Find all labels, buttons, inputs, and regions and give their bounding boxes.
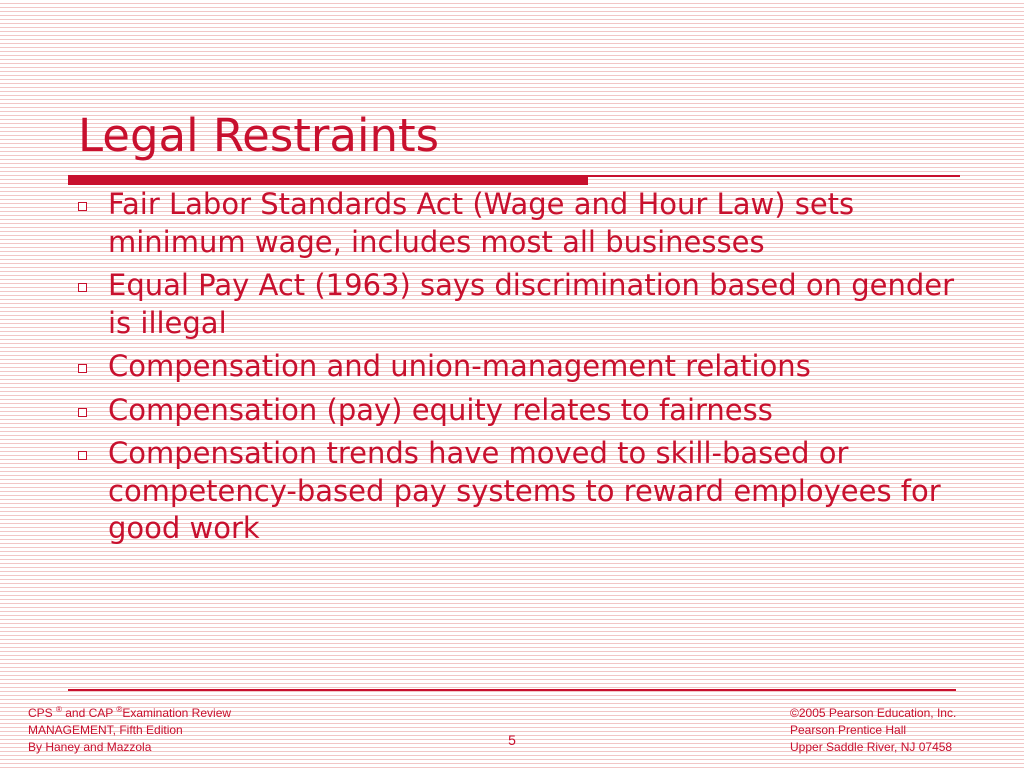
bullet-text: Compensation (pay) equity relates to fairness (108, 392, 773, 427)
bullet-text: Fair Labor Standards Act (Wage and Hour Law) sets minimum wage, includes most all businesses (108, 187, 855, 259)
bullet-item (76, 392, 956, 430)
square-bullet-icon (78, 202, 87, 211)
footer-right-line1: ©2005 Pearson Education, Inc. (790, 706, 957, 720)
footer-left-credits (28, 705, 231, 756)
bullet-item (76, 435, 956, 548)
footer-right-line3: Upper Saddle River, NJ 07458 (790, 740, 953, 754)
registered-mark: ® (116, 705, 123, 714)
bullet-item (76, 348, 956, 386)
footer-exam-review-text: Examination Review (122, 706, 232, 720)
square-bullet-icon (78, 283, 87, 292)
footer-cap-text: and CAP (61, 706, 117, 720)
square-bullet-icon (78, 408, 87, 417)
footer-cps-text: CPS (28, 706, 57, 720)
bullet-item (76, 267, 956, 342)
page-number: 5 (508, 732, 516, 748)
bullet-text: Compensation and union-management relations (108, 349, 811, 383)
footer-divider (68, 689, 956, 691)
slide-title: Legal Restraints (78, 109, 440, 162)
bullet-list (76, 186, 956, 554)
bullet-text: Equal Pay Act (1963) says discrimination based on gender is illegal (108, 268, 954, 340)
footer-left-line3: By Haney and Mazzola (28, 740, 152, 754)
square-bullet-icon (78, 364, 87, 373)
title-underline-thick (68, 175, 588, 185)
square-bullet-icon (78, 451, 87, 460)
bullet-item (76, 186, 956, 261)
footer-right-line2: Pearson Prentice Hall (790, 723, 907, 737)
registered-mark: ® (56, 705, 62, 714)
footer-right-copyright (790, 705, 956, 756)
title-underline-thin (588, 175, 960, 177)
footer-left-line1 (28, 705, 231, 722)
bullet-text: Compensation trends have moved to skill-based or competency-based pay systems to reward employees for good work (108, 436, 941, 545)
footer-left-line2: MANAGEMENT, Fifth Edition (28, 723, 183, 737)
